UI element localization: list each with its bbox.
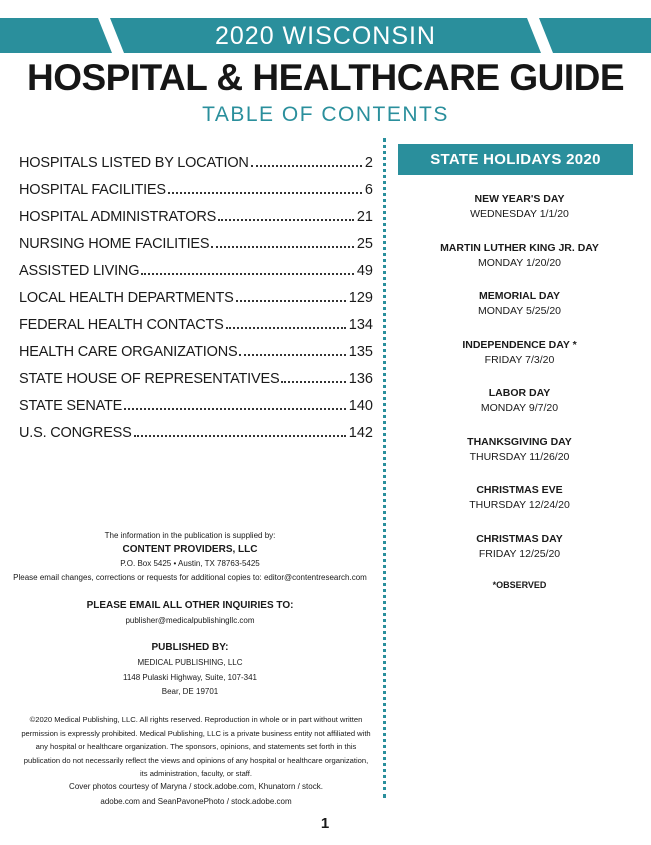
published-by-heading: PUBLISHED BY: [151,642,229,653]
toc-entry[interactable] [19,252,373,279]
toc-entry-page: 136 [348,371,373,387]
holiday-date: MONDAY 9/7/20 [480,402,559,414]
provider-address: P.O. Box 5425 • Austin, TX 78763-5425 [120,559,260,568]
header-banner [0,18,651,53]
toc-entry-title: U.S. CONGRESS [19,425,132,441]
toc-entry-title: HOSPITALS LISTED BY LOCATION [19,155,249,171]
toc-entry[interactable] [19,360,373,387]
toc-leader-dots [226,327,346,329]
toc-leader-dots [281,381,345,383]
photo-credits-line1: Cover photos courtesy of Maryna / stock.adobe.com, Khunatorn / stock. [69,782,323,791]
holiday-name: LABOR DAY [488,387,551,399]
toc-leader-dots [236,300,346,302]
table-of-contents [19,144,373,441]
holiday-date: THURSDAY 11/26/20 [469,450,570,463]
toc-entry-page: 135 [348,344,373,360]
holiday-name: CHRISTMAS EVE [476,484,563,496]
toc-entry-title: LOCAL HEALTH DEPARTMENTS [19,290,234,306]
toc-entry[interactable] [19,414,373,441]
toc-entry-page: 21 [356,209,373,225]
inquiries-email[interactable]: publisher@medicalpublishingllc.com [125,616,255,625]
supplied-by-text: The information in the publication is supplied by: [104,531,276,540]
toc-entry-title: ASSISTED LIVING [19,263,140,279]
toc-entry[interactable] [19,144,373,171]
publisher-address-line1: 1148 Pulaski Highway, Suite, 107-341 [122,673,257,682]
holiday-date: FRIDAY 7/3/20 [484,353,555,366]
holiday-item [398,193,641,242]
photo-credits [19,779,373,809]
holiday-date: MONDAY 1/20/20 [477,256,562,269]
toc-entry-page: 6 [364,182,373,198]
column-divider [383,138,386,798]
holidays-list [398,193,641,581]
legal-notice: ©2020 Medical Publishing, LLC. All rights reserved. Reproduction in whole or in part without written permission is expressly prohibited. Medical Publishing, LLC is a private business entity not affiliated with any hospital or healthcare organization. The sponsors, opinions, and statements set forth in this publication do not necessarily reflect the views and opinions of any hospital or healthcare organization, its administration, faculty, or staff. [21,715,371,778]
holiday-name: MEMORIAL DAY [478,290,561,302]
provider-name: CONTENT PROVIDERS, LLC [122,544,258,555]
toc-leader-dots [168,192,362,194]
holiday-item [398,242,641,291]
toc-entry-title: HEALTH CARE ORGANIZATIONS [19,344,238,360]
toc-entry[interactable] [19,306,373,333]
toc-entry-page: 134 [348,317,373,333]
inquiries-heading: PLEASE EMAIL ALL OTHER INQUIRIES TO: [86,600,294,611]
toc-entry-page: 142 [348,425,373,441]
holiday-date: THURSDAY 12/24/20 [469,499,570,511]
toc-entry-page: 2 [364,155,373,171]
photo-credits-line2: adobe.com and SeanPavonePhoto / stock.adobe.com [100,797,292,806]
holiday-item [398,339,641,388]
toc-entry-title: HOSPITAL ADMINISTRATORS [19,209,217,225]
publisher-address-line2: Bear, DE 19701 [161,687,219,696]
toc-entry-title: STATE HOUSE OF REPRESENTATIVES [19,371,280,387]
toc-entry[interactable] [19,387,373,414]
page-subtitle: TABLE OF CONTENTS [202,103,449,126]
page-title: HOSPITAL & HEALTHCARE GUIDE [26,57,625,98]
holiday-date: WEDNESDAY 1/1/20 [470,208,569,220]
toc-leader-dots [211,246,353,248]
holiday-name: MARTIN LUTHER KING JR. DAY [440,241,599,254]
holiday-item [398,533,641,582]
toc-entry-title: HOSPITAL FACILITIES [19,182,166,198]
holiday-name: CHRISTMAS DAY [476,532,563,545]
toc-entry-title: STATE SENATE [19,398,123,414]
toc-leader-dots [124,408,346,410]
banner-title: 2020 WISCONSIN [214,22,436,50]
toc-leader-dots [251,165,362,167]
toc-entry-title: NURSING HOME FACILITIES [19,236,210,252]
holidays-footnote: *OBSERVED [492,580,547,590]
toc-leader-dots [134,435,346,437]
publisher-name: MEDICAL PUBLISHING, LLC [137,658,243,667]
holiday-name: NEW YEAR'S DAY [474,193,565,205]
holiday-date: MONDAY 5/25/20 [477,305,562,317]
toc-entry-page: 140 [348,398,373,414]
toc-entry-title: FEDERAL HEALTH CONTACTS [19,317,224,333]
toc-entry[interactable] [19,171,373,198]
provider-email-line: Please email changes, corrections or requests for additional copies to: editor@contentresearch.com [13,573,367,582]
toc-entry[interactable] [19,279,373,306]
toc-entry[interactable] [19,198,373,225]
holiday-date: FRIDAY 12/25/20 [478,547,561,560]
toc-entry[interactable] [19,225,373,252]
holiday-item [398,484,641,533]
holiday-item [398,436,641,485]
toc-entry-page: 129 [348,290,373,306]
toc-entry-page: 25 [356,236,373,252]
holiday-item [398,290,641,339]
toc-entry-page: 49 [356,263,373,279]
page-number: 1 [320,815,330,832]
holiday-item [398,387,641,436]
holiday-name: INDEPENDENCE DAY * [462,338,577,351]
holiday-name: THANKSGIVING DAY [467,435,572,448]
toc-leader-dots [239,354,345,356]
toc-entry[interactable] [19,333,373,360]
holidays-heading: STATE HOLIDAYS 2020 [398,144,633,175]
toc-leader-dots [218,219,354,221]
toc-leader-dots [141,273,354,275]
